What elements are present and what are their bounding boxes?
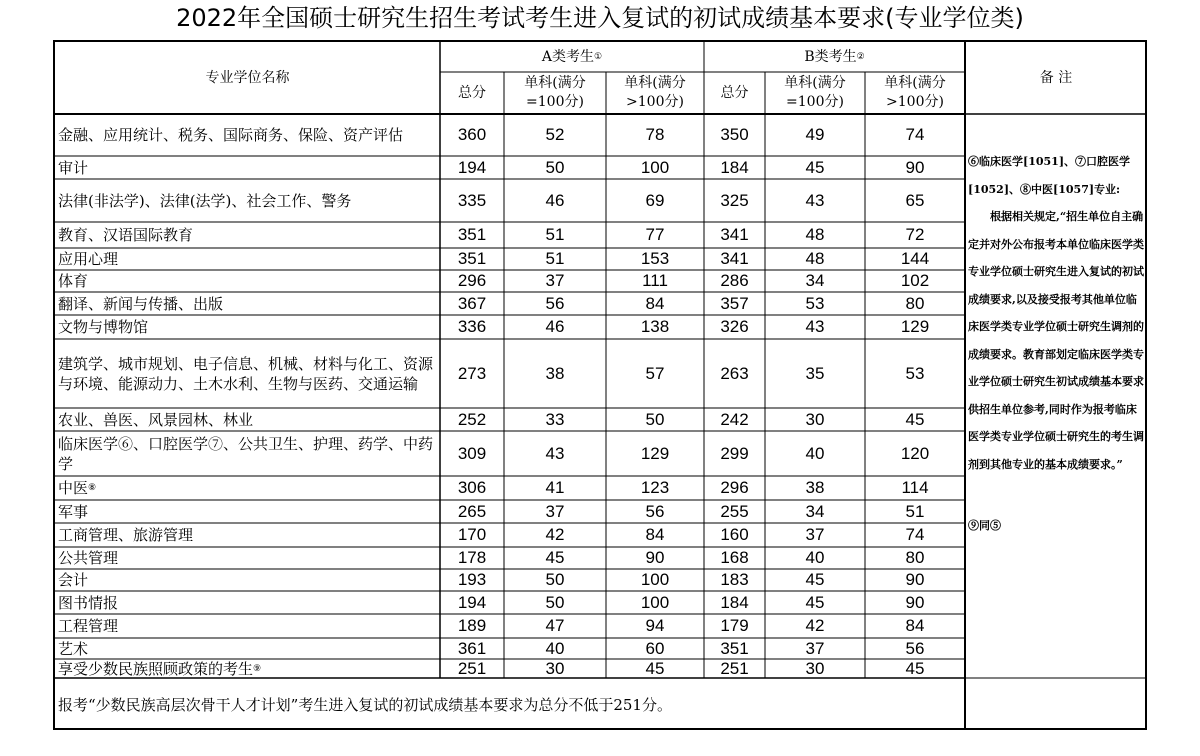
score-cell-b-sg: 74 [905, 525, 925, 544]
table-row-name [55, 339, 440, 408]
score-cell-a-s100: 52 [545, 125, 565, 144]
score-cell-a-s100: 37 [545, 271, 565, 290]
score-cell-a-s100: 51 [545, 249, 565, 268]
header-group-b-label: B类考生 [804, 48, 857, 65]
remarks-notes [965, 114, 1147, 678]
score-cell-a-total: 265 [457, 501, 487, 521]
table-row-name [55, 179, 440, 222]
score-cell-a-sg: 90 [645, 548, 665, 567]
header-remarks: 备 注 [1039, 69, 1073, 86]
header-a-single-over100: 单科(满分>100分) [624, 75, 686, 110]
score-cell-a-s100: 40 [545, 638, 565, 658]
score-cell-b-sg: 45 [905, 658, 925, 678]
score-cell-a-s100: 42 [545, 525, 565, 544]
score-cell-a-s100: 51 [545, 225, 565, 244]
score-cell-b-total: 299 [720, 443, 749, 463]
score-cell-b-s100: 49 [805, 125, 825, 144]
score-cell-a-s100: 41 [545, 478, 565, 497]
row-name-text: 公共管理 [58, 549, 119, 567]
score-cell-a-total: 335 [457, 190, 487, 210]
header-discipline: 专业学位名称 [205, 69, 290, 86]
score-cell-b-s100: 34 [805, 271, 825, 290]
score-cell-b-s100: 43 [805, 190, 825, 210]
score-cell-a-sg: 45 [645, 658, 665, 678]
score-cell-b-sg: 84 [905, 616, 925, 635]
score-cell-b-s100: 37 [805, 638, 825, 658]
table-row-name [55, 408, 440, 431]
header-b-total: 总分 [720, 84, 749, 101]
score-cell-b-s100: 48 [805, 249, 825, 268]
score-cell-a-total: 273 [457, 363, 487, 383]
score-cell-b-total: 255 [720, 501, 749, 521]
score-cell-a-total: 252 [457, 409, 487, 429]
table-row-name: 享受少数民族照顾政策的考生 ⑨ [58, 659, 262, 678]
score-cell-a-total: 306 [457, 478, 487, 497]
score-cell-a-sg: 100 [640, 157, 670, 177]
score-cell-b-sg: 129 [900, 317, 930, 336]
score-cell-a-sg: 123 [640, 478, 670, 497]
table-row-name [55, 431, 440, 476]
score-cell-a-s100: 50 [545, 570, 565, 589]
score-cell-b-total: 251 [720, 658, 749, 678]
score-cell-b-s100: 37 [805, 525, 825, 544]
header-b-single-over100: 单科(满分>100分) [884, 75, 946, 110]
score-cell-a-total: 194 [457, 592, 487, 612]
score-cell-b-sg: 51 [905, 501, 925, 521]
score-cell-b-total: 183 [720, 570, 749, 589]
score-cell-a-s100: 46 [545, 190, 565, 210]
score-cell-b-s100: 40 [805, 443, 825, 463]
score-cell-a-total: 336 [457, 317, 487, 336]
score-cell-b-s100: 40 [805, 548, 825, 567]
footer-note: 报考“少数民族高层次骨干人才计划”考生进入复试的初试成绩基本要求为总分不低于251分。 [58, 695, 672, 714]
score-cell-a-sg: 100 [640, 592, 670, 612]
header-group-a: A类考生 ① [541, 48, 603, 65]
row-name-text: 图书情报 [58, 593, 119, 612]
score-cell-b-s100: 53 [805, 293, 825, 313]
score-cell-b-s100: 45 [805, 570, 825, 589]
table-row-name [55, 591, 440, 614]
score-cell-a-sg: 84 [645, 525, 665, 544]
score-cell-a-sg: 129 [640, 443, 670, 463]
score-cell-a-s100: 50 [545, 592, 565, 612]
score-cell-b-total: 351 [720, 638, 749, 658]
row-name-text: 建筑学、城市规划、电子信息、机械、材料与化工、资源与环境、能源动力、土木水利、生物与医药、交通运输 [58, 354, 434, 393]
score-cell-a-s100: 37 [545, 501, 565, 521]
score-cell-a-s100: 47 [545, 616, 565, 635]
score-cell-a-total: 193 [457, 570, 487, 589]
score-cell-b-total: 357 [720, 293, 749, 313]
row-name-text: 工程管理 [58, 617, 119, 635]
score-cell-b-sg: 90 [905, 592, 925, 612]
score-cell-b-total: 325 [720, 190, 749, 210]
row-name-text: 工商管理、旅游管理 [58, 526, 194, 544]
score-cell-b-s100: 30 [805, 409, 825, 429]
row-name-text: 中医 [58, 479, 89, 497]
row-name-text: 法律(非法学)、法律(法学)、社会工作、警务 [58, 191, 352, 210]
score-cell-b-sg: 90 [905, 570, 925, 589]
score-cell-a-sg: 94 [645, 616, 665, 635]
table-row-name [55, 638, 440, 659]
score-cell-a-sg: 153 [640, 249, 670, 268]
row-name-text: 会计 [58, 571, 89, 589]
score-cell-a-sg: 100 [640, 570, 670, 589]
score-cell-b-total: 160 [720, 525, 749, 544]
row-name-text: 文物与博物馆 [58, 318, 149, 336]
table-row-name [55, 500, 440, 523]
row-name-text: 体育 [58, 272, 89, 290]
score-cell-b-s100: 48 [805, 225, 825, 244]
row-name-text: 翻译、新闻与传播、出版 [58, 294, 224, 313]
remarks-note-2: 根据相关规定,“招生单位自主确定并对外公布报考本单位临床医学类专业学位硕士研究生进入复试的初试成绩要求,以及接受报考其他单位临床医学类专业学位硕士研究生调剂的成绩要求。教育部划定临床医学类专业学位硕士研究生初试成绩基本要求供招生单位参考,同时作为报考临床医学类专业学位硕士研究生的考生调剂到其他专业的基本成绩要求。” [968, 210, 1144, 471]
score-cell-b-total: 242 [720, 409, 749, 429]
score-cell-b-total: 341 [720, 249, 749, 268]
score-cell-b-total: 296 [720, 478, 749, 497]
score-cell-a-sg: 50 [645, 409, 665, 429]
score-cell-a-s100: 56 [545, 293, 565, 313]
score-cell-b-total: 326 [720, 317, 749, 336]
score-cell-a-total: 178 [457, 548, 487, 567]
score-cell-b-s100: 42 [805, 616, 825, 635]
score-cell-b-sg: 56 [905, 638, 925, 658]
remarks-note-3: ⑨同⑤ [968, 519, 1001, 532]
score-cell-a-total: 189 [457, 616, 487, 635]
row-name-text: 应用心理 [58, 250, 119, 268]
score-cell-b-sg: 74 [905, 125, 925, 144]
score-cell-b-total: 184 [720, 592, 749, 612]
score-cell-b-s100: 30 [805, 658, 825, 678]
score-cell-a-sg: 78 [645, 125, 665, 144]
score-cell-a-s100: 30 [545, 658, 565, 678]
header-group-b: B类考生 ② [804, 48, 865, 65]
row-name-text: 金融、应用统计、税务、国际商务、保险、资产评估 [58, 126, 404, 144]
table-row-name: 中医 ⑧ [58, 479, 97, 497]
score-cell-a-total: 251 [457, 658, 487, 678]
score-cell-b-sg: 80 [905, 548, 925, 567]
header-group-a-label: A类考生 [541, 48, 595, 65]
score-cell-a-total: 351 [457, 225, 487, 244]
score-cell-b-sg: 80 [905, 293, 925, 313]
score-cell-a-sg: 57 [645, 363, 665, 383]
score-cell-b-total: 184 [720, 157, 749, 177]
score-cell-b-s100: 43 [805, 317, 825, 336]
score-cell-b-total: 168 [720, 548, 749, 567]
score-cell-a-total: 309 [457, 443, 487, 463]
row-name-text: 教育、汉语国际教育 [58, 226, 194, 244]
table-row-name [55, 248, 440, 270]
score-cell-b-s100: 45 [805, 592, 825, 612]
header-a-total: 总分 [458, 84, 486, 101]
table-row-name [55, 156, 440, 179]
row-name-text: 临床医学⑥、口腔医学⑦、公共卫生、护理、药学、中药学 [58, 434, 434, 473]
header-a-single100: 单科(满分=100分) [524, 75, 586, 110]
score-cell-b-sg: 120 [900, 443, 930, 463]
table-row-name [55, 222, 440, 248]
score-table [53, 40, 1147, 730]
score-cell-b-total: 286 [720, 271, 749, 290]
score-cell-a-s100: 50 [545, 157, 565, 177]
score-cell-b-total: 263 [720, 363, 749, 383]
table-row-name [55, 292, 440, 315]
score-cell-a-total: 360 [457, 125, 487, 144]
score-cell-a-total: 367 [457, 293, 487, 313]
table-row-name [55, 114, 440, 156]
score-cell-b-sg: 45 [905, 409, 925, 429]
score-cell-a-s100: 45 [545, 548, 565, 567]
score-cell-a-sg: 77 [645, 225, 665, 244]
table-row-name [55, 569, 440, 591]
score-cell-a-total: 194 [457, 157, 487, 177]
row-name-text: 审计 [58, 158, 89, 177]
score-cell-a-total: 296 [457, 271, 487, 290]
score-cell-b-sg: 90 [905, 157, 925, 177]
row-name-text: 军事 [58, 502, 89, 521]
score-cell-a-s100: 33 [545, 409, 565, 429]
score-cell-a-sg: 138 [640, 317, 670, 336]
score-cell-a-sg: 84 [645, 293, 665, 313]
row-name-text: 艺术 [58, 639, 89, 658]
score-cell-b-s100: 38 [805, 478, 825, 497]
score-cell-a-sg: 69 [645, 190, 665, 210]
score-cell-b-total: 350 [720, 125, 749, 144]
remarks-note-1: ⑥临床医学[1051]、⑦口腔医学[1052]、⑧中医[1057]专业: [968, 155, 1131, 196]
score-cell-b-sg: 72 [905, 225, 925, 244]
score-cell-b-s100: 35 [805, 363, 825, 383]
score-cell-b-s100: 34 [805, 501, 825, 521]
score-cell-a-sg: 60 [645, 638, 665, 658]
score-cell-b-total: 341 [720, 225, 749, 244]
page-title: 2022年全国硕士研究生招生考试考生进入复试的初试成绩基本要求(专业学位类) [176, 4, 1024, 32]
score-cell-b-sg: 102 [900, 271, 930, 290]
table-row-name [55, 315, 440, 339]
row-name-text: 享受少数民族照顾政策的考生 [58, 659, 254, 678]
score-cell-a-s100: 38 [545, 363, 565, 383]
table-row-name [55, 547, 440, 569]
score-cell-b-sg: 53 [905, 363, 925, 383]
score-cell-a-sg: 111 [642, 271, 668, 290]
score-cell-a-s100: 43 [545, 443, 565, 463]
score-cell-b-sg: 114 [901, 478, 929, 497]
header-b-single100: 单科(满分=100分) [784, 75, 846, 110]
table-row-name [55, 523, 440, 547]
score-cell-b-total: 179 [720, 616, 749, 635]
score-cell-b-sg: 144 [900, 249, 930, 268]
score-cell-a-total: 361 [457, 638, 487, 658]
score-cell-a-total: 170 [457, 525, 487, 544]
table-row-name [55, 614, 440, 638]
score-cell-b-s100: 45 [805, 157, 825, 177]
score-cell-a-total: 351 [457, 249, 487, 268]
score-cell-b-sg: 65 [905, 190, 925, 210]
score-cell-a-sg: 56 [645, 501, 665, 521]
table-row-name [55, 270, 440, 292]
score-cell-a-s100: 46 [545, 317, 565, 336]
row-name-text: 农业、兽医、风景园林、林业 [58, 410, 254, 429]
